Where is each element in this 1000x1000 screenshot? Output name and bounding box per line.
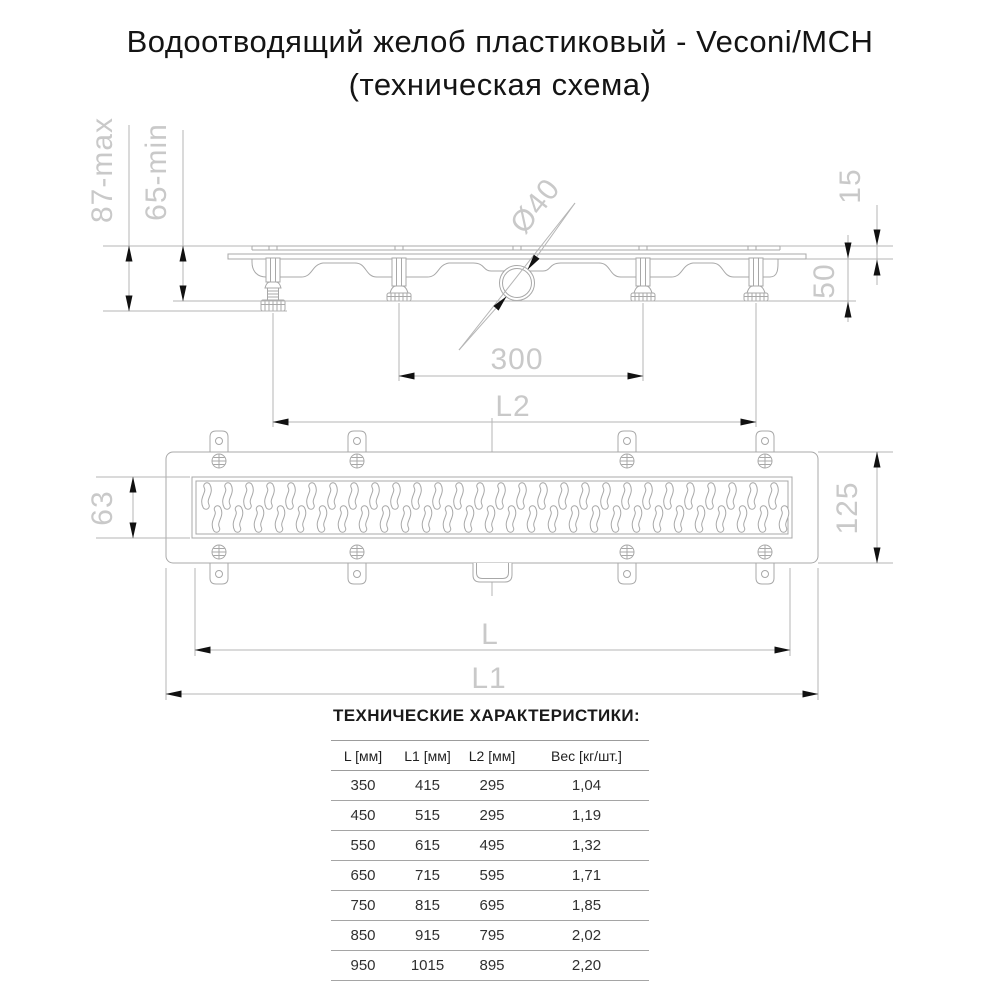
cell-l1: 815 bbox=[395, 891, 460, 921]
foot bbox=[387, 258, 411, 301]
dimension-87-max bbox=[86, 117, 129, 311]
side-view-grate bbox=[252, 246, 780, 250]
cell-l: 350 bbox=[331, 771, 395, 801]
top-view-outlet-stub bbox=[473, 563, 512, 582]
page-title-line2: (техническая схема) bbox=[348, 67, 652, 102]
spec-table-title: ТЕХНИЧЕСКИЕ ХАРАКТЕРИСТИКИ: bbox=[333, 706, 641, 725]
dimension-label-300: 300 bbox=[490, 343, 544, 376]
table-row bbox=[331, 921, 649, 951]
dimension-label-15: 15 bbox=[834, 168, 867, 204]
column-header-l: L [мм] bbox=[331, 741, 395, 771]
cell-weight: 1,71 bbox=[524, 861, 649, 891]
dimension-label-65-min: 65-min bbox=[140, 123, 173, 221]
dimension-label-outlet-diameter: Ø40 bbox=[504, 172, 567, 240]
cell-l1: 1015 bbox=[395, 951, 460, 981]
table-row bbox=[331, 831, 649, 861]
top-view bbox=[166, 418, 818, 596]
dimension-label-l2: L2 bbox=[495, 390, 531, 423]
top-view-grate bbox=[192, 477, 792, 538]
spec-table-header-row bbox=[331, 741, 649, 771]
spec-section bbox=[331, 706, 651, 981]
column-header-l2: L2 [мм] bbox=[460, 741, 524, 771]
cell-l: 950 bbox=[331, 951, 395, 981]
page-title-line1: Водоотводящий желоб пластиковый - Veconi/MCH bbox=[126, 24, 874, 59]
cell-weight: 1,19 bbox=[524, 801, 649, 831]
cell-weight: 1,32 bbox=[524, 831, 649, 861]
table-row bbox=[331, 951, 649, 981]
foot bbox=[631, 258, 655, 301]
dimension-outlet-diameter bbox=[459, 172, 575, 350]
cell-l2: 695 bbox=[460, 891, 524, 921]
cell-l2: 795 bbox=[460, 921, 524, 951]
foot bbox=[744, 258, 768, 301]
spec-table bbox=[331, 740, 649, 981]
table-row bbox=[331, 771, 649, 801]
cell-weight: 2,02 bbox=[524, 921, 649, 951]
cell-l1: 515 bbox=[395, 801, 460, 831]
dimension-50 bbox=[808, 235, 848, 322]
dimension-65-min bbox=[140, 123, 183, 301]
cell-l2: 495 bbox=[460, 831, 524, 861]
cell-l1: 715 bbox=[395, 861, 460, 891]
cell-l1: 915 bbox=[395, 921, 460, 951]
cell-l: 450 bbox=[331, 801, 395, 831]
dimension-label-125: 125 bbox=[831, 481, 864, 535]
dimension-label-50: 50 bbox=[808, 263, 841, 299]
cell-l: 850 bbox=[331, 921, 395, 951]
column-header-weight: Вес [кг/шт.] bbox=[524, 741, 649, 771]
cell-l2: 895 bbox=[460, 951, 524, 981]
dimension-125 bbox=[818, 452, 893, 563]
side-view-outlet bbox=[500, 266, 535, 301]
cell-weight: 1,85 bbox=[524, 891, 649, 921]
cell-l2: 295 bbox=[460, 801, 524, 831]
dimension-label-63: 63 bbox=[86, 490, 119, 526]
table-row bbox=[331, 861, 649, 891]
foot-extended bbox=[261, 258, 285, 311]
dimension-300 bbox=[399, 303, 643, 381]
cell-l: 750 bbox=[331, 891, 395, 921]
dimension-label-l1: L1 bbox=[471, 662, 507, 695]
column-header-l1: L1 [мм] bbox=[395, 741, 460, 771]
side-view-flange bbox=[228, 254, 806, 259]
table-row bbox=[331, 891, 649, 921]
cell-l2: 295 bbox=[460, 771, 524, 801]
cell-l: 650 bbox=[331, 861, 395, 891]
dimension-label-l: L bbox=[481, 618, 499, 651]
cell-l1: 415 bbox=[395, 771, 460, 801]
cell-weight: 2,20 bbox=[524, 951, 649, 981]
cell-weight: 1,04 bbox=[524, 771, 649, 801]
dimension-label-87-max: 87-max bbox=[86, 116, 119, 224]
cell-l2: 595 bbox=[460, 861, 524, 891]
side-view-dimensions bbox=[86, 117, 893, 427]
cell-l1: 615 bbox=[395, 831, 460, 861]
cell-l: 550 bbox=[331, 831, 395, 861]
table-row bbox=[331, 801, 649, 831]
